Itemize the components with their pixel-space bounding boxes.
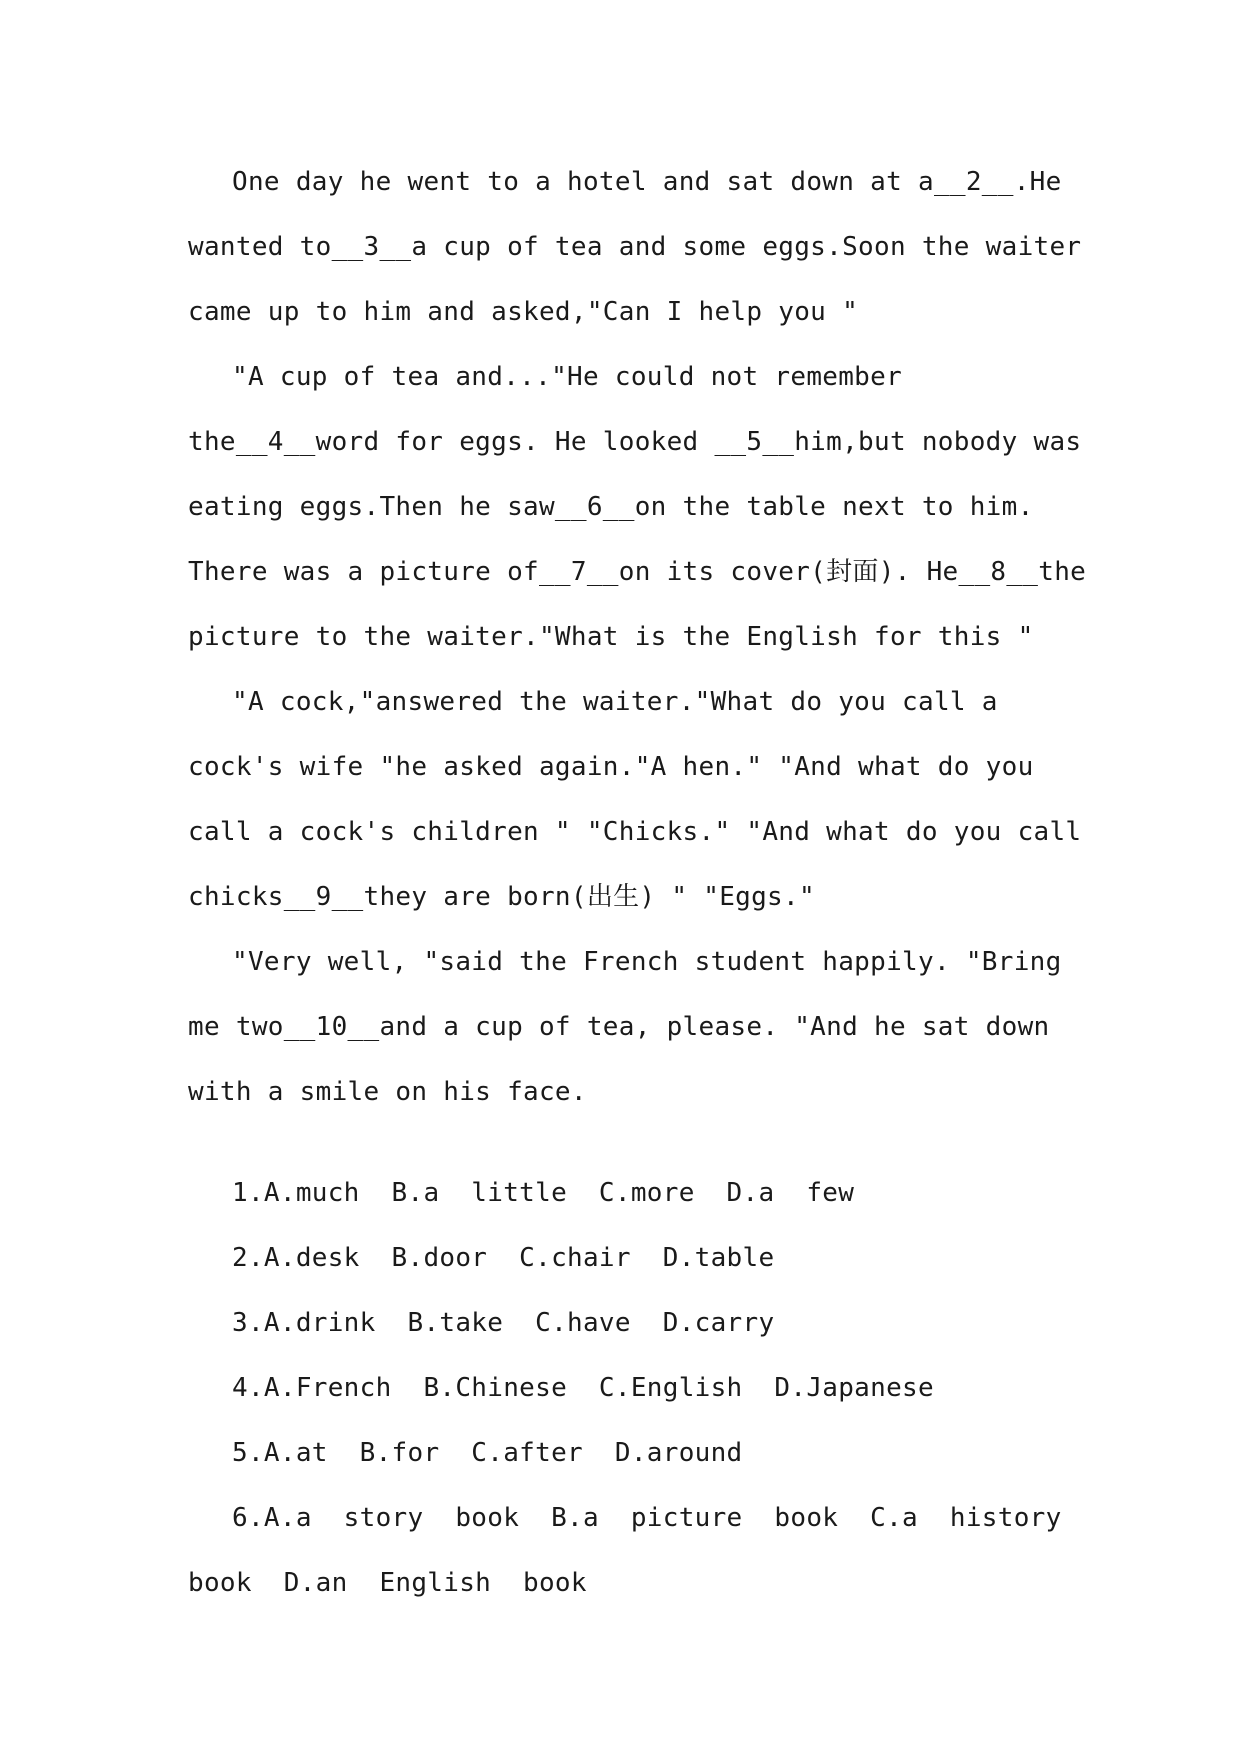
question-list [188, 1161, 1068, 1616]
question-item: 6.A.a story book B.a picture book C.a history [232, 1503, 1062, 1533]
passage-line: There was a picture of__7__on its cover(封面). He__8__the [188, 557, 1087, 587]
question-item: 3.A.drink B.take C.have D.carry [232, 1308, 775, 1338]
document-page [188, 150, 1087, 1616]
passage-line: "Very well, "said the French student happily. "Bring [232, 947, 1062, 977]
passage-line: call a cock's children " "Chicks." "And what do you call [188, 817, 1082, 847]
passage [188, 150, 1087, 1125]
passage-line: with a smile on his face. [188, 1077, 587, 1107]
passage-line: picture to the waiter."What is the English for this " [188, 622, 1034, 652]
passage-line: "A cock,"answered the waiter."What do you call a [232, 687, 998, 717]
passage-line: chicks__9__they are born(出生) " "Eggs." [188, 882, 815, 912]
passage-line: cock's wife "he asked again."A hen." "And what do you [188, 752, 1034, 782]
question-item: 1.A.much B.a little C.more D.a few [232, 1178, 855, 1208]
section-gap [188, 1125, 1068, 1161]
passage-line: me two__10__and a cup of tea, please. "And he sat down [188, 1012, 1050, 1042]
question-item: book D.an English book [188, 1568, 587, 1598]
passage-line: wanted to__3__a cup of tea and some eggs.Soon the waiter [188, 232, 1082, 262]
question-item: 5.A.at B.for C.after D.around [232, 1438, 743, 1468]
passage-line: One day he went to a hotel and sat down at a__2__.He [232, 167, 1062, 197]
passage-line: came up to him and asked,"Can I help you " [188, 297, 859, 327]
question-item: 4.A.French B.Chinese C.English D.Japanese [232, 1373, 934, 1403]
passage-line: the__4__word for eggs. He looked __5__him,but nobody was [188, 427, 1082, 457]
passage-line: eating eggs.Then he saw__6__on the table next to him. [188, 492, 1034, 522]
question-item: 2.A.desk B.door C.chair D.table [232, 1243, 775, 1273]
passage-line: "A cup of tea and..."He could not remember [232, 362, 903, 392]
